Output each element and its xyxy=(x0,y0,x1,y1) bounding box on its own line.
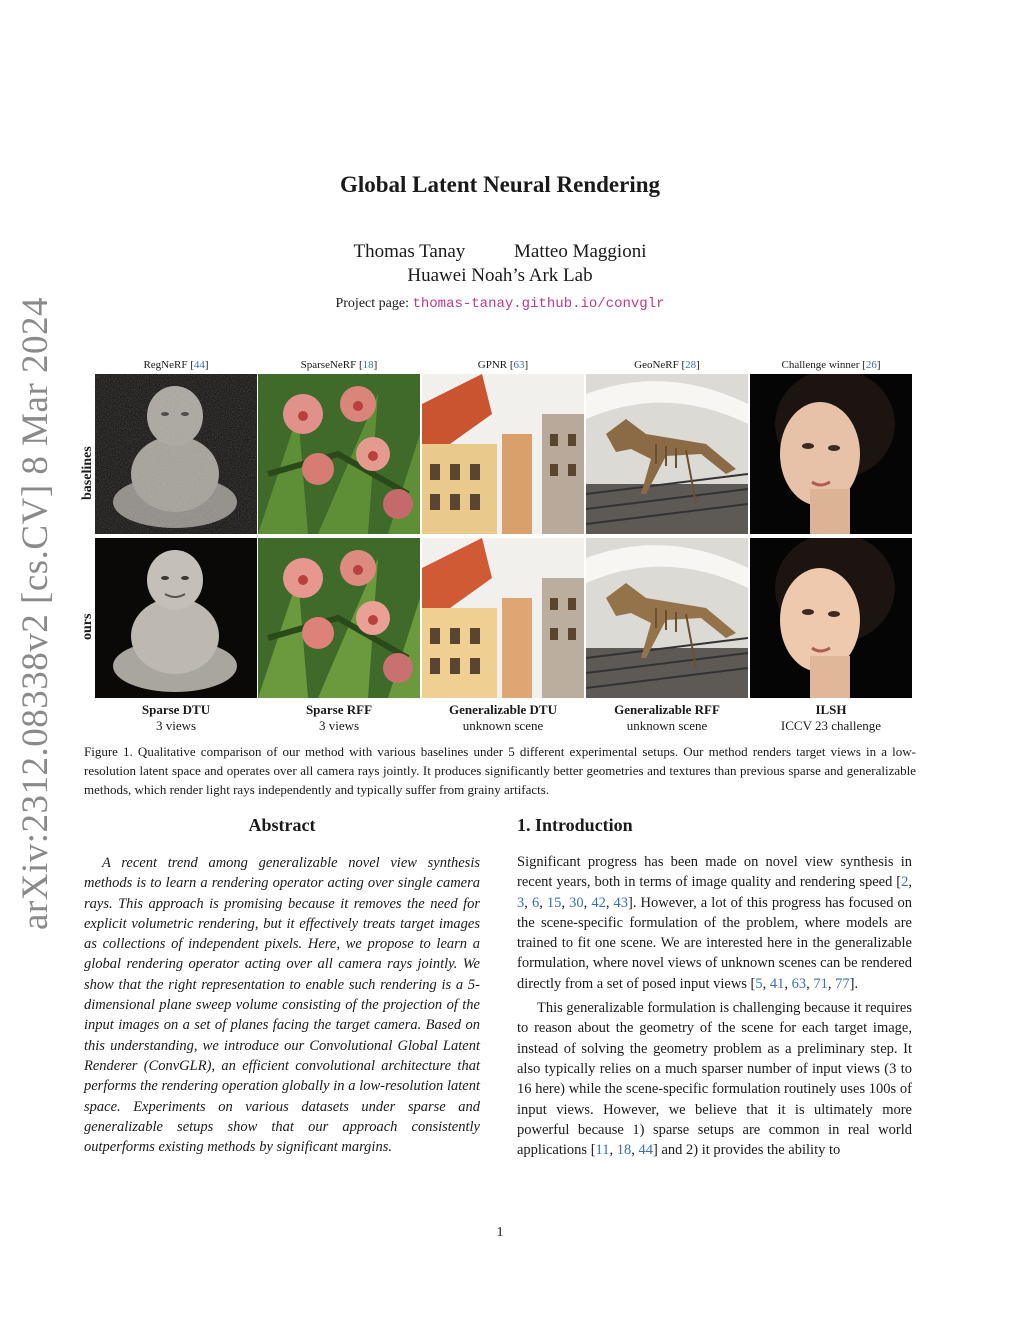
citation-link[interactable]: 44 xyxy=(193,359,205,371)
citation-link[interactable]: 5 xyxy=(755,975,763,992)
figure-panel-orchid-ours xyxy=(258,538,420,698)
author-name: Matteo Maggioni xyxy=(514,241,647,262)
paragraph: This generalizable formulation is challenging because it requires to reason about the geometry of the scene for each target image, instead of solving the geometry problem as a preliminary step. It also typically relies on a much sparser number of input views (3 to 16 here) while the scene-specific formulation routinely uses 100s of input views. However, we believe that it is ultimately more powerful because 1) sparse setups are common in real world applications [11, 18, 44] and 2) it provides the ability to xyxy=(517,1000,912,1159)
setup-sublabel: 3 views xyxy=(155,718,197,733)
arxiv-identifier: arXiv:2312.08338v2 [cs.CV] 8 Mar 2024 xyxy=(15,296,56,930)
setup-label: Generalizable DTU xyxy=(449,702,557,717)
figure-panel-orchid-baseline xyxy=(258,374,420,534)
figure-column-header: Challenge winner [26] xyxy=(781,359,881,371)
setup-sublabel: ICCV 23 challenge xyxy=(780,718,882,733)
setup-label: Sparse DTU xyxy=(141,702,211,717)
setup-label: Generalizable RFF xyxy=(614,702,720,717)
citation-link[interactable]: 18 xyxy=(616,1142,632,1159)
paragraph: Significant progress has been made on novel view synthesis in recent years, both in terms of image quality and rendering speed [2, 3, 6, 15, 30, 42, 43]. However, a lot of this progress has focused on the scene-specific formulation of the problem, where models are trained to fit one scene. We are interested here in the generalizable formulation, where novel views of unknown scenes can be rendered directly from a set of posed input views [5, 41, 63, 71, 77]. xyxy=(517,854,913,992)
abstract-text: A recent trend among generalizable novel view synthesis methods is to learn a rendering operator acting over single camera rays. This approach is promising because it removes the need for explicit volumetric rendering, but it effectively treats target images as collections of independent pixels. Here, we propose to learn a global rendering operator acting over all camera rays jointly. We show that the right representation to enable such rendering is a 5-dimensional plane sweep volume consisting of the projection of the input images on a set of planes facing the target camera. Based on this understanding, we introduce our Convolutional Global Latent Renderer (ConvGLR), an efficient convolutional architecture that performs the rendering operation globally in a low-resolution latent space. Experiments on various datasets under sparse and generalizable setups show that our approach consistently outperforms existing methods by significant margins. xyxy=(84,855,480,1156)
text-run: Significant progress has been made on novel view synthesis in recent years, both in terms of image quality and rendering speed [ xyxy=(517,854,912,891)
setup-sublabel: unknown scene xyxy=(462,718,544,733)
citation-link[interactable]: 42 xyxy=(591,894,606,911)
project-page-label: Project page: xyxy=(335,296,413,311)
affiliation: Huawei Noah’s Ark Lab xyxy=(407,265,593,286)
citation-link[interactable]: 18 xyxy=(362,359,374,371)
citation-link[interactable]: 15 xyxy=(546,894,562,911)
figure-column-header: RegNeRF [44] xyxy=(143,359,209,371)
text-run: ]. However, a lot of this progress has focused on the scene-specific formulation of the problem, where models are trained to fit one scene. We are interested here in the generalizable formulation, where novel views of unknown scenes can be rendered directly from a set of posed input views [ xyxy=(517,894,913,992)
citation-link[interactable]: 30 xyxy=(569,894,584,911)
figure-panel-buddha-ours xyxy=(95,538,257,698)
citation-link[interactable]: 43 xyxy=(613,894,629,911)
method-name: RegNeRF xyxy=(143,359,188,371)
figure-column-header: GeoNeRF [28] xyxy=(634,359,700,371)
figure-panel-buddha-baseline xyxy=(95,374,257,534)
project-page xyxy=(0,296,1000,312)
figure-panel-building-ours xyxy=(422,538,584,698)
author-list xyxy=(0,241,1000,263)
citation-link[interactable]: 44 xyxy=(638,1142,653,1159)
figure-panel-building-baseline xyxy=(422,374,584,534)
citation-link[interactable]: 63 xyxy=(791,975,807,992)
figure-column-header: SparseNeRF [18] xyxy=(300,359,378,371)
figure-caption: Figure 1. Qualitative comparison of our method with various baselines under 5 different experimental setups. Our method renders target views in a low-resolution latent space and operates over all camera rays jointly. It produces significantly better geometries and textures than previous sparse and generalizable methods, which render light rays independently and typically suffer from grainy artifacts. xyxy=(84,744,916,797)
abstract-heading: Abstract xyxy=(248,815,316,835)
text-run: ] and 2) it provides the ability to xyxy=(653,1142,841,1159)
method-name: SparseNeRF xyxy=(300,359,357,371)
figure-panel-dinosaur-baseline xyxy=(586,374,748,534)
row-label-ours: ours xyxy=(80,613,95,640)
citation-link[interactable]: 26 xyxy=(865,359,877,371)
row-label-baselines: baselines xyxy=(80,446,95,500)
figure-column-header: GPNR [63] xyxy=(477,359,529,371)
citation-link[interactable]: 3 xyxy=(517,894,525,911)
citation-link[interactable]: 2 xyxy=(901,874,909,891)
setup-sublabel: 3 views xyxy=(318,718,360,733)
citation-link[interactable]: 28 xyxy=(685,359,697,371)
method-name: GPNR xyxy=(477,359,508,371)
setup-sublabel: unknown scene xyxy=(626,718,708,733)
introduction-heading: 1. Introduction xyxy=(517,815,633,835)
method-name: Challenge winner xyxy=(781,359,860,371)
paper-title: Global Latent Neural Rendering xyxy=(339,172,661,197)
project-page-link[interactable]: thomas-tanay.github.io/convglr xyxy=(412,296,665,312)
citation-link[interactable]: 77 xyxy=(835,975,850,992)
citation-link[interactable]: 6 xyxy=(531,894,540,911)
text-run: This generalizable formulation is challenging because it requires to reason about the geometry of the scene for each target image, instead of solving the geometry problem as a preliminary step. It also typically relies on a much sparser number of input views (3 to 16 here) while the scene-specific formulation routinely uses 100s of input views. However, we believe that it is ultimately more powerful because 1) sparse setups are common in real world applications [ xyxy=(517,1000,912,1159)
introduction-text xyxy=(517,852,912,1164)
figure-panel-face-ours xyxy=(750,538,912,698)
figure-panel-face-baseline xyxy=(750,374,912,534)
citation-link[interactable]: 41 xyxy=(769,975,785,992)
citation-link[interactable]: 71 xyxy=(813,975,828,992)
text-run: ]. xyxy=(849,975,859,992)
page-number: 1 xyxy=(496,1225,504,1240)
figure-panel-dinosaur-ours xyxy=(586,538,748,698)
citation-link[interactable]: 11 xyxy=(595,1142,610,1159)
citation-link[interactable]: 63 xyxy=(513,359,525,371)
method-name: GeoNeRF xyxy=(634,359,679,371)
author-name: Thomas Tanay xyxy=(353,241,466,262)
setup-label: Sparse RFF xyxy=(305,702,373,717)
setup-label: ILSH xyxy=(815,702,847,717)
